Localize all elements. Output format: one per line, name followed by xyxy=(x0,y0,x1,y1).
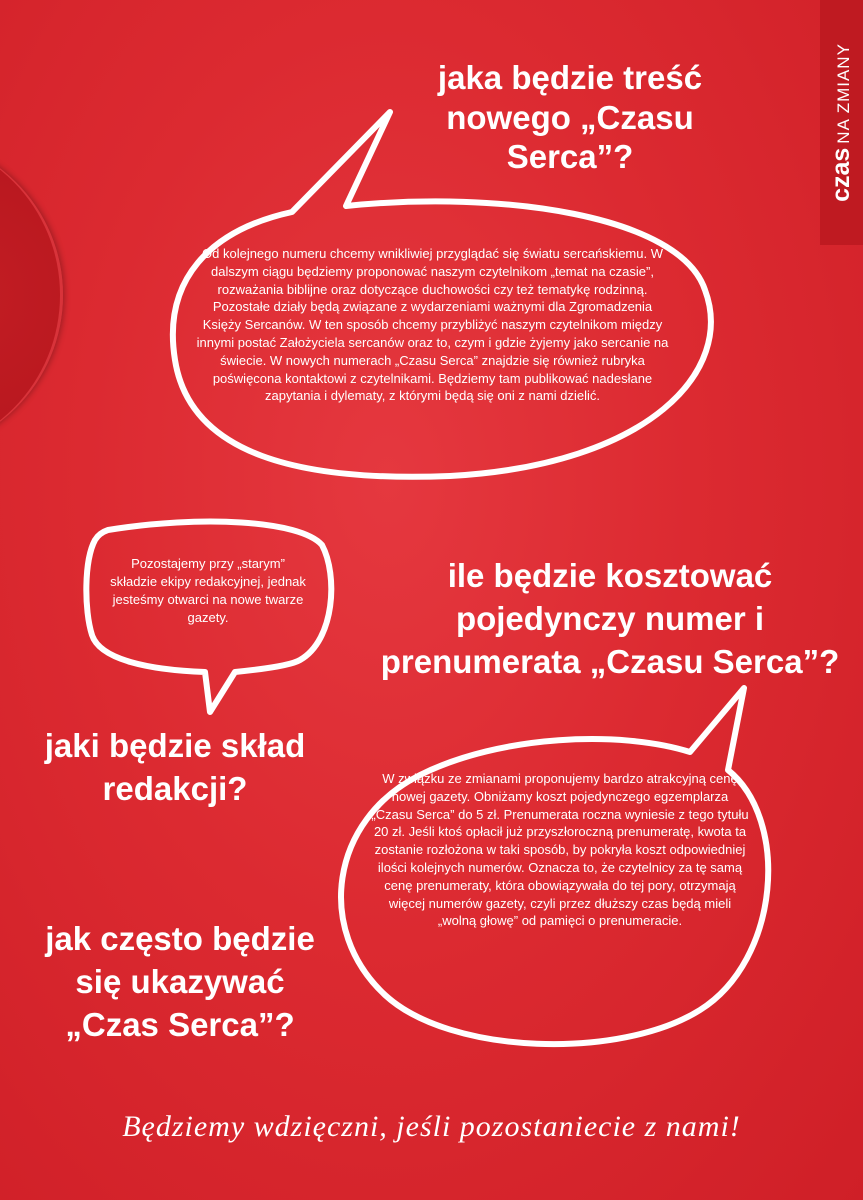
question-price-heading: ile będzie kosztować pojedynczy numer i prenumerata „Czasu Serca”? xyxy=(380,557,840,680)
footer-closing-line: Będziemy wdzięczni, jeśli pozostaniecie z nami! xyxy=(122,1110,741,1143)
question-content-heading: jaka będzie treść nowego „Czasu Serca”? xyxy=(437,59,703,176)
question-team-heading: jaki będzie skład redakcji? xyxy=(44,727,306,807)
answer-price-text: W związku ze zmianami proponujemy bardzo atrakcyjną cenę nowej gazety. Obniżamy koszt pojedynczego egzemplarza „Czasu Serca” do 5 zł. Prenumerata roczna wyniesie z tego tytułu 20 zł. Jeśli ktoś opłacił już przyszłoroczną prenumeratę, kwota ta zostanie rozłożona w taki sposób, by pokryła koszt odpowiedniej ilości kolejnych numerów. Oznacza to, że czytelnicy za tę samą cenę prenumeraty, która obowiązywała do tej pory, otrzymają więcej numerów gazety, czyli przez dłuższy czas będą mieli „wolną głowę” od pamięci o prenumeracie. xyxy=(371,771,749,929)
question-frequency-heading: jak często będzie się ukazywać „Czas Serca”? xyxy=(45,920,315,1043)
answer-content-text: Od kolejnego numeru chcemy wnikliwiej przyglądać się światu sercańskiemu. W dalszym ciągu będziemy proponować naszym czytelnikom „temat na czasie”, rozważania biblijne oraz dotyczące duchowości czy też tematykę rodzinną. Pozostałe działy będą związane z wydarzeniami ważnymi dla Zgromadzenia Księży Sercanów. W ten sposób chcemy przybliżyć naszym czytelnikom między innymi postać Założyciela sercanów oraz to, czym i gdzie żyjemy jako sercanie na świecie. W nowych numerach „Czasu Serca” znajdzie się również rubryka poświęcona kontaktowi z czytelnikami. Będziemy tam publikować nadesłane zapytania i dylematy, z którymi będą się oni z nami dzielić. xyxy=(196,246,669,404)
side-label-na-zmiany: NA ZMIANY xyxy=(834,43,853,144)
answer-team-text: Pozostajemy przy „starym” składzie ekipy redakcyjnej, jednak jesteśmy otwarci na nowe twarze gazety. xyxy=(110,556,306,625)
side-label-czas: czas xyxy=(827,147,855,202)
